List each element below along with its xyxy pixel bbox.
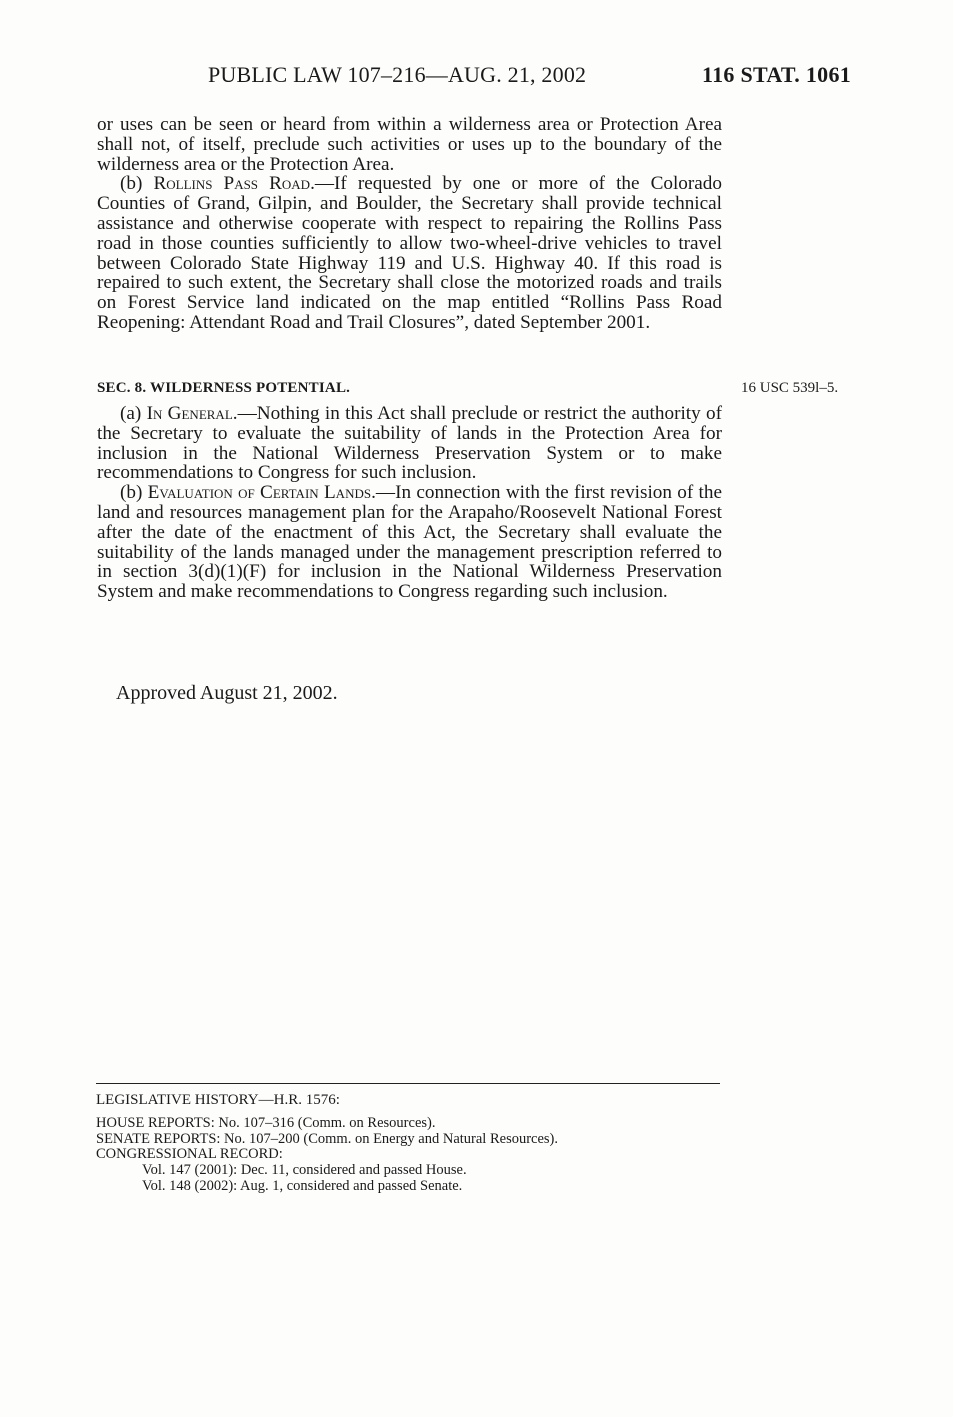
history-line: HOUSE REPORTS: No. 107–316 (Comm. on Resources). bbox=[96, 1114, 436, 1131]
subsection-label: (a) bbox=[120, 403, 147, 424]
stat-citation: 116 STAT. 1061 bbox=[702, 62, 852, 87]
footnote-divider bbox=[96, 1083, 720, 1084]
subsection-text: .—In connection with the first revision of the land and resources management plan for the Arapaho/Roosevelt National Forest after the date of the enactment of this Act, the Secretary shall evaluate the suitability of the lands managed under the management prescription referred to in section 3(d)(1)(F) for inclusion in the National Wilderness Preservation System and make recommendations to Congress regarding such inclusion. bbox=[97, 482, 722, 603]
subsection-label: (b) bbox=[120, 482, 148, 504]
subsection-text: .—If requested by one or more of the Colorado Counties of Grand, Gilpin, and Boulder, the Secretary shall provide technical assistance and otherwise cooperate with respect to repairing the Rollins Pass road in those counties sufficiently to allow two-wheel-drive vehicles to travel between Colorado State Highway 119 and U.S. Highway 40. If this road is repaired to such extent, the Secretary shall close the motorized roads and trails on Forest Service land indicated on the map entitled “Rollins Pass Road Reopening: Attendant Road and Trail Closures”, dated September 2001. bbox=[97, 173, 722, 333]
approval-line: Approved August 21, 2002. bbox=[116, 682, 338, 704]
record-entry: Vol. 148 (2002): Aug. 1, considered and passed Senate. bbox=[142, 1177, 463, 1194]
continuation-paragraph: or uses can be seen or heard from within a wilderness area or Protection Area shall not, of itself, preclude such activities or uses up to the boundary of the wilderness area or the Protection Area. bbox=[97, 114, 722, 175]
history-line: CONGRESSIONAL RECORD: bbox=[96, 1146, 283, 1163]
record-entry: Vol. 147 (2001): Dec. 11, considered and passed House. bbox=[142, 1162, 467, 1179]
running-head: PUBLIC LAW 107–216—AUG. 21, 2002 bbox=[208, 62, 587, 87]
subsection-text: .—Nothing in this Act shall preclude or restrict the authority of the Secretary to evaluate the suitability of lands in the Protection Area for inclusion in the National Wilderness Preservation System or to make recommendations to Congress for such inclusion. bbox=[97, 403, 722, 484]
section-8-block bbox=[97, 378, 722, 602]
section-heading: SEC. 8. WILDERNESS POTENTIAL. bbox=[97, 380, 351, 396]
body-block-top bbox=[97, 115, 722, 333]
subsection-heading: Evaluation of Certain Lands bbox=[147, 482, 372, 504]
history-line: SENATE REPORTS: No. 107–200 (Comm. on Energy and Natural Resources). bbox=[96, 1130, 559, 1147]
subsection-label: (b) bbox=[120, 173, 154, 195]
section-8-b-paragraph bbox=[97, 483, 722, 602]
margin-note-usc: 16 USC 539l–5. bbox=[741, 380, 839, 396]
subsection-heading: In General bbox=[146, 403, 233, 424]
legislative-history bbox=[96, 1093, 736, 1195]
legislative-history-title: LEGISLATIVE HISTORY—H.R. 1576: bbox=[96, 1092, 340, 1108]
rollins-pass-paragraph bbox=[97, 174, 722, 332]
subsection-heading: Rollins Pass Road bbox=[153, 173, 311, 195]
section-8-a-paragraph bbox=[97, 404, 722, 483]
